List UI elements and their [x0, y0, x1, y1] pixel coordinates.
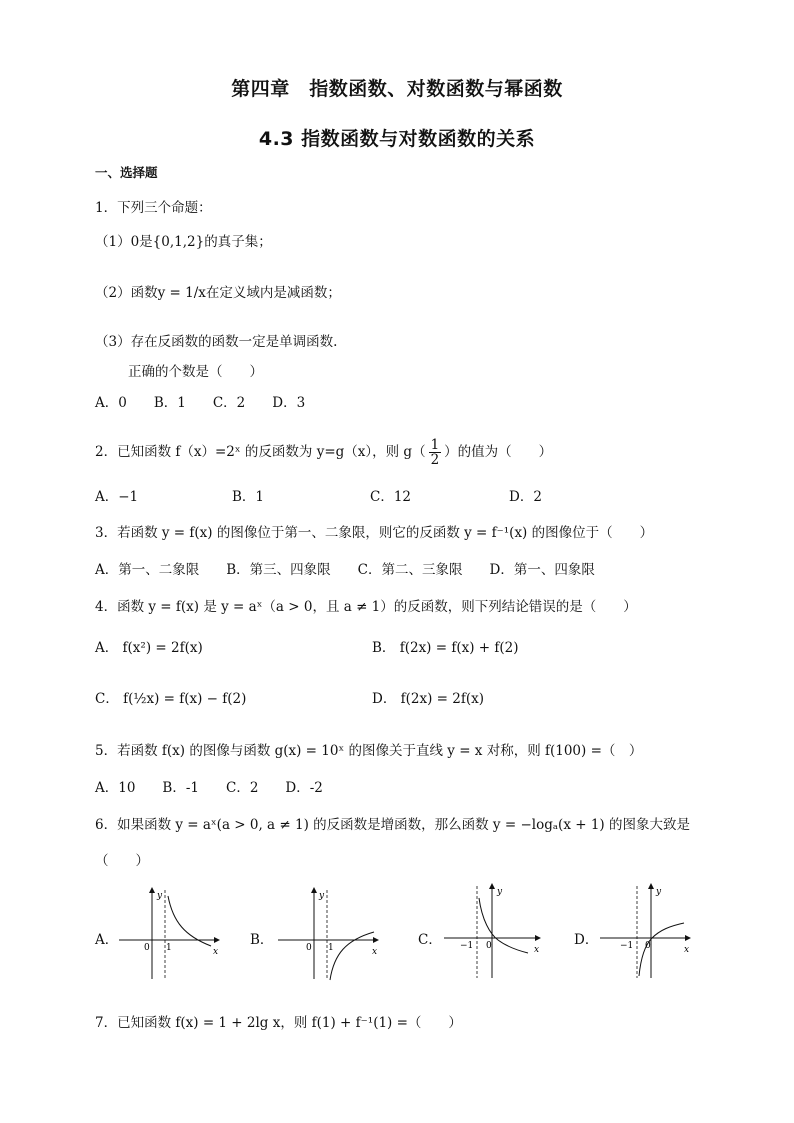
q6-graph-c-label: C．: [418, 932, 442, 948]
q6-graph-a: [115, 884, 225, 984]
question-type-heading: 一、选择题: [95, 165, 158, 180]
q6-graph-c: [440, 880, 550, 980]
q6-graph-b-y-label: y: [319, 891, 325, 901]
q2-fraction: [429, 438, 442, 467]
q6-graph-b-label: B．: [250, 932, 274, 948]
q6-graph-b-x-label: x: [372, 947, 378, 957]
q2-option-b: B．1: [232, 489, 265, 505]
q2-option-d: D．2: [509, 489, 542, 505]
q6-graph-d: [596, 880, 696, 980]
q1-ask: 正确的个数是（ ）: [128, 364, 263, 380]
q5-options: A．10 B．-1 C．2 D．-2: [95, 780, 323, 796]
q6-graph-b: [274, 884, 384, 984]
q6-graph-d-origin-label: 0: [645, 941, 651, 951]
q2-fraction-denominator: 2: [430, 452, 440, 468]
q6-graph-d-y-label: y: [656, 887, 662, 897]
q6-graph-b-origin-label: 0: [306, 943, 312, 953]
chapter-title: 第四章 指数函数、对数函数与幂函数: [231, 78, 563, 100]
q1-stem: 1．下列三个命题：: [95, 200, 212, 216]
q4-option-b: B． f(2x) = f(x) + f(2): [372, 640, 519, 656]
q6-graph-a-origin-label: 0: [144, 943, 150, 953]
q2-fraction-numerator: 1: [430, 437, 440, 453]
q6-graph-c-origin-label: 0: [486, 941, 492, 951]
q6-graph-b-curve: [330, 932, 374, 980]
q6-graph-a-curve: [168, 896, 211, 946]
q6-graph-a-tick-label: 1: [166, 943, 172, 953]
q6-graph-c-tick-label: −1: [460, 941, 474, 951]
q6-graph-a-label: A．: [95, 932, 119, 948]
q6-graph-d-label: D．: [574, 932, 599, 948]
q4-stem: 4．函数 y = f(x) 是 y = aˣ（a > 0，且 a ≠ 1）的反函数，则下列结论错误的是（ ）: [95, 599, 637, 615]
q3-options: A．第一、二象限 B．第三、四象限 C．第二、三象限 D．第一、四象限: [95, 562, 595, 578]
q1-proposition-3: （3）存在反函数的函数一定是单调函数.: [95, 334, 338, 350]
q6-paren: （ ）: [95, 853, 149, 869]
q4-option-d: D． f(2x) = 2f(x): [372, 691, 484, 707]
q6-graph-c-x-label: x: [534, 945, 540, 955]
q7-stem: 7．已知函数 f(x) = 1 + 2lg x，则 f(1) + f⁻¹(1) =（ ）: [95, 1015, 462, 1031]
q6-graph-a-x-label: x: [213, 947, 219, 957]
q6-graph-b-tick-label: 1: [328, 943, 334, 953]
q4-option-c: C． f(½x) = f(x) − f(2): [95, 691, 247, 707]
q2-stem: [95, 438, 552, 467]
q2-option-a: A．−1: [95, 489, 139, 505]
q6-stem: 6．如果函数 y = aˣ(a > 0, a ≠ 1) 的反函数是增函数，那么函数 y = −logₐ(x + 1) 的图象大致是: [95, 817, 690, 833]
q2-stem-left: 2．已知函数 f（x）=2ˣ 的反函数为 y=g（x），则 g（: [95, 444, 426, 460]
q4-option-a: A． f(x²) = 2f(x): [95, 640, 203, 656]
q1-proposition-1: （1）0是{0,1,2}的真子集；: [95, 234, 272, 250]
q3-stem: 3．若函数 y = f(x) 的图像位于第一、二象限，则它的反函数 y = f⁻¹(x) 的图像位于（ ）: [95, 525, 654, 541]
q6-graph-d-x-label: x: [684, 945, 690, 955]
section-title: 4.3 指数函数与对数函数的关系: [258, 128, 536, 150]
q1-options: A．0 B．1 C．2 D．3: [95, 395, 306, 411]
q2-option-c: C．12: [370, 489, 412, 505]
q1-proposition-2: （2）函数y = 1/x在定义域内是减函数；: [95, 285, 341, 301]
q6-graph-d-tick-label: −1: [620, 941, 634, 951]
q5-stem: 5．若函数 f(x) 的图像与函数 g(x) = 10ˣ 的图像关于直线 y = x 对称，则 f(100) =（ ）: [95, 743, 643, 759]
q6-graph-a-y-label: y: [157, 891, 163, 901]
q6-graph-c-y-label: y: [497, 887, 503, 897]
q2-stem-right: ）的值为（ ）: [444, 444, 553, 460]
